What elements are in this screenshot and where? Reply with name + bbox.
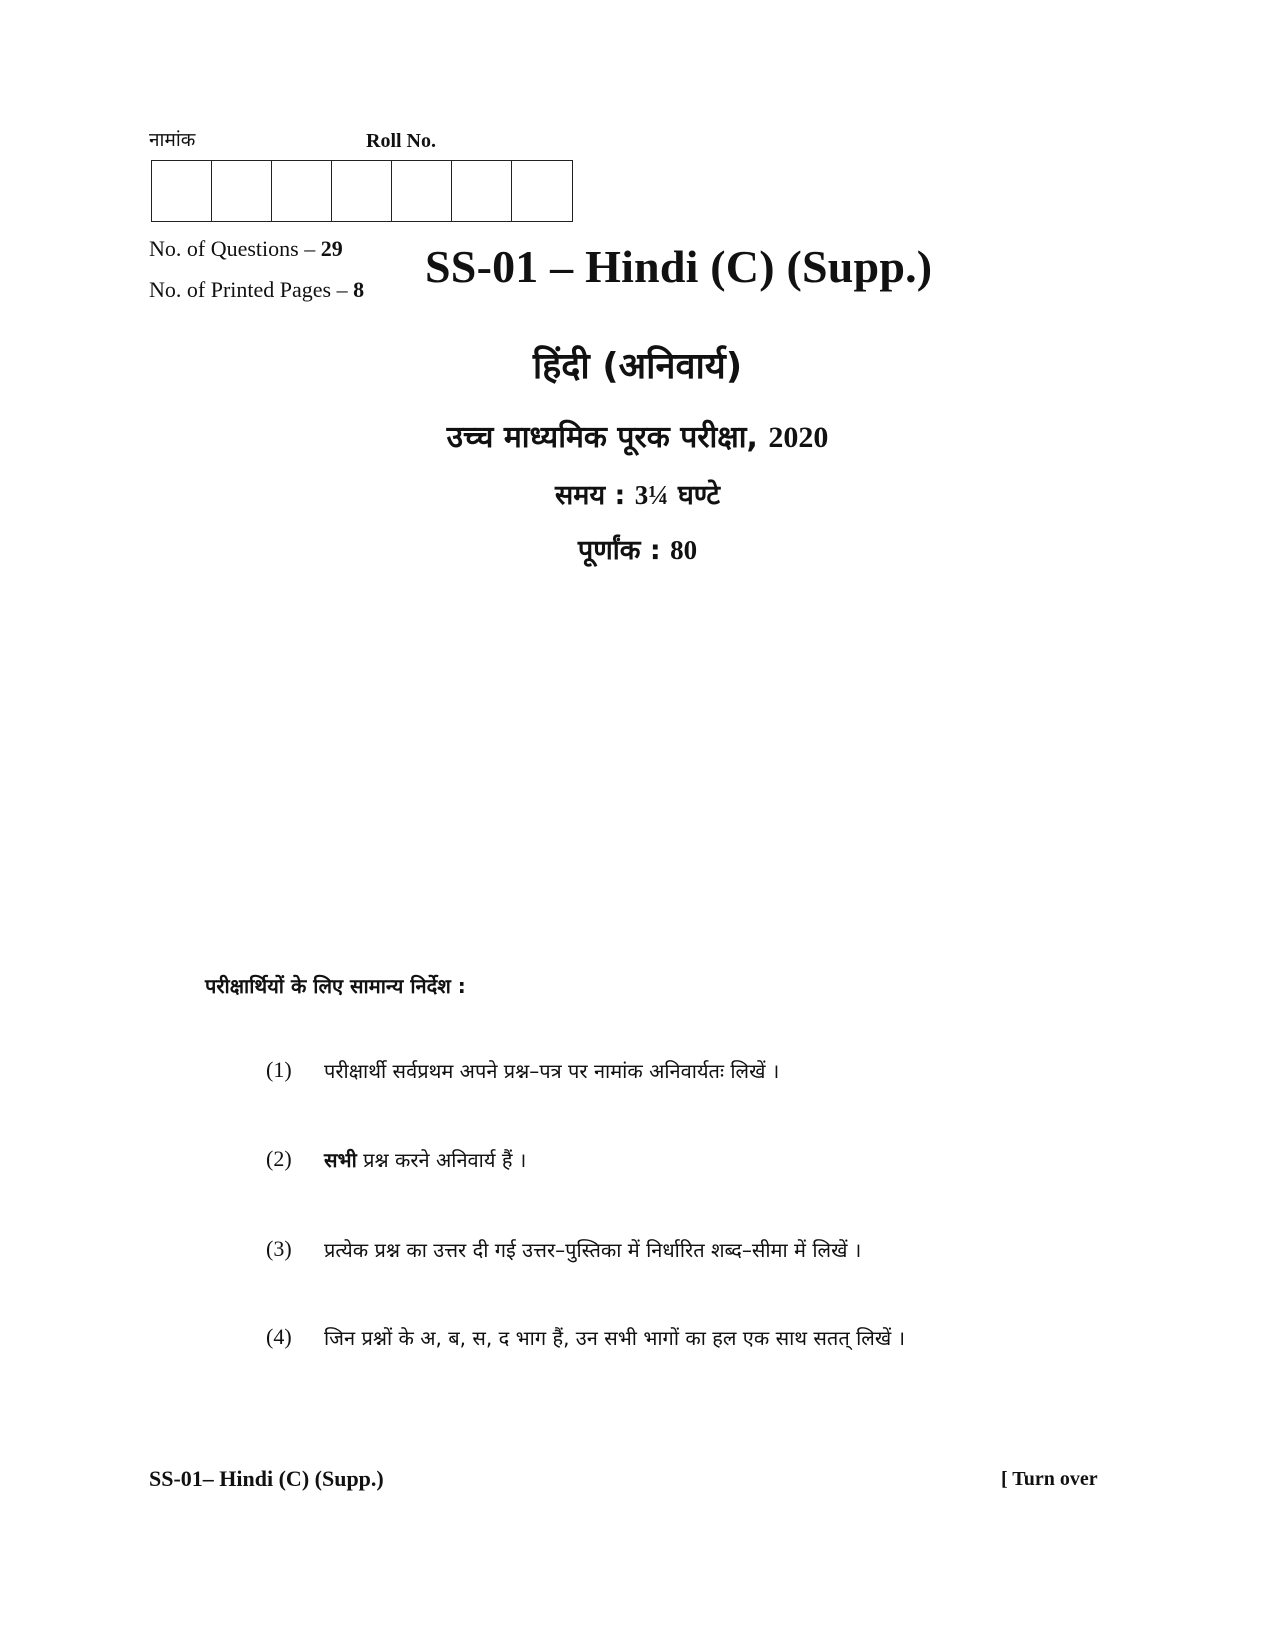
time-allowed bbox=[0, 475, 1275, 512]
roll-number-boxes bbox=[151, 160, 573, 222]
marks-value: 80 bbox=[670, 535, 698, 565]
roll-number-box[interactable] bbox=[332, 161, 392, 221]
exam-year: 2020 bbox=[768, 421, 829, 454]
roll-number-box[interactable] bbox=[212, 161, 272, 221]
time-label: समय : bbox=[555, 480, 635, 511]
exam-name-text: उच्च माध्यमिक पूरक परीक्षा, bbox=[446, 420, 769, 455]
questions-count-label: No. of Questions – bbox=[149, 236, 321, 261]
instruction-text: प्रश्न करने अनिवार्य हैं । bbox=[356, 1148, 527, 1172]
instruction-number: (3) bbox=[266, 1236, 292, 1261]
marks-label: पूर्णांक : bbox=[577, 535, 671, 566]
time-value: 3¼ bbox=[634, 480, 669, 510]
turn-over-note: [ Turn over bbox=[1001, 1468, 1098, 1490]
instruction-item bbox=[266, 1236, 861, 1263]
time-unit: घण्टे bbox=[668, 480, 720, 511]
roll-number-box[interactable] bbox=[272, 161, 332, 221]
instructions-heading: परीक्षार्थियों के लिए सामान्य निर्देश : bbox=[205, 974, 466, 998]
instruction-text: प्रत्येक प्रश्न का उत्तर दी गई उत्तर–पुस्तिका में निर्धारित शब्द–सीमा में लिखें । bbox=[324, 1238, 862, 1262]
instruction-item bbox=[266, 1057, 779, 1084]
roll-number-box[interactable] bbox=[452, 161, 512, 221]
roll-number-label-hindi: नामांक bbox=[149, 129, 196, 151]
roll-number-box[interactable] bbox=[152, 161, 212, 221]
instruction-item bbox=[266, 1324, 905, 1351]
questions-count-value: 29 bbox=[320, 236, 343, 261]
subject-title-hindi: हिंदी (अनिवार्य) bbox=[532, 346, 743, 387]
instruction-text: जिन प्रश्नों के अ, ब, स, द भाग हैं, उन सभी भागों का हल एक साथ सतत् लिखें । bbox=[324, 1326, 906, 1350]
instruction-item bbox=[266, 1146, 526, 1173]
printed-pages-line bbox=[149, 277, 364, 303]
roll-number-label-english: Roll No. bbox=[366, 130, 436, 152]
instruction-number: (2) bbox=[266, 1146, 292, 1171]
paper-title: SS-01 – Hindi (C) (Supp.) bbox=[425, 241, 933, 292]
roll-number-box[interactable] bbox=[512, 161, 572, 221]
footer-paper-code: SS-01– Hindi (C) (Supp.) bbox=[149, 1466, 384, 1491]
printed-pages-value: 8 bbox=[353, 277, 365, 302]
roll-number-box[interactable] bbox=[392, 161, 452, 221]
exam-name bbox=[0, 415, 1275, 456]
instruction-text: परीक्षार्थी सर्वप्रथम अपने प्रश्न–पत्र पर नामांक अनिवार्यतः लिखें । bbox=[324, 1059, 780, 1083]
maximum-marks bbox=[0, 530, 1275, 567]
printed-pages-label: No. of Printed Pages – bbox=[149, 277, 354, 302]
instruction-number: (1) bbox=[266, 1057, 292, 1082]
instruction-number: (4) bbox=[266, 1324, 292, 1349]
questions-count-line bbox=[149, 236, 343, 262]
instruction-emphasis: सभी bbox=[324, 1148, 357, 1172]
